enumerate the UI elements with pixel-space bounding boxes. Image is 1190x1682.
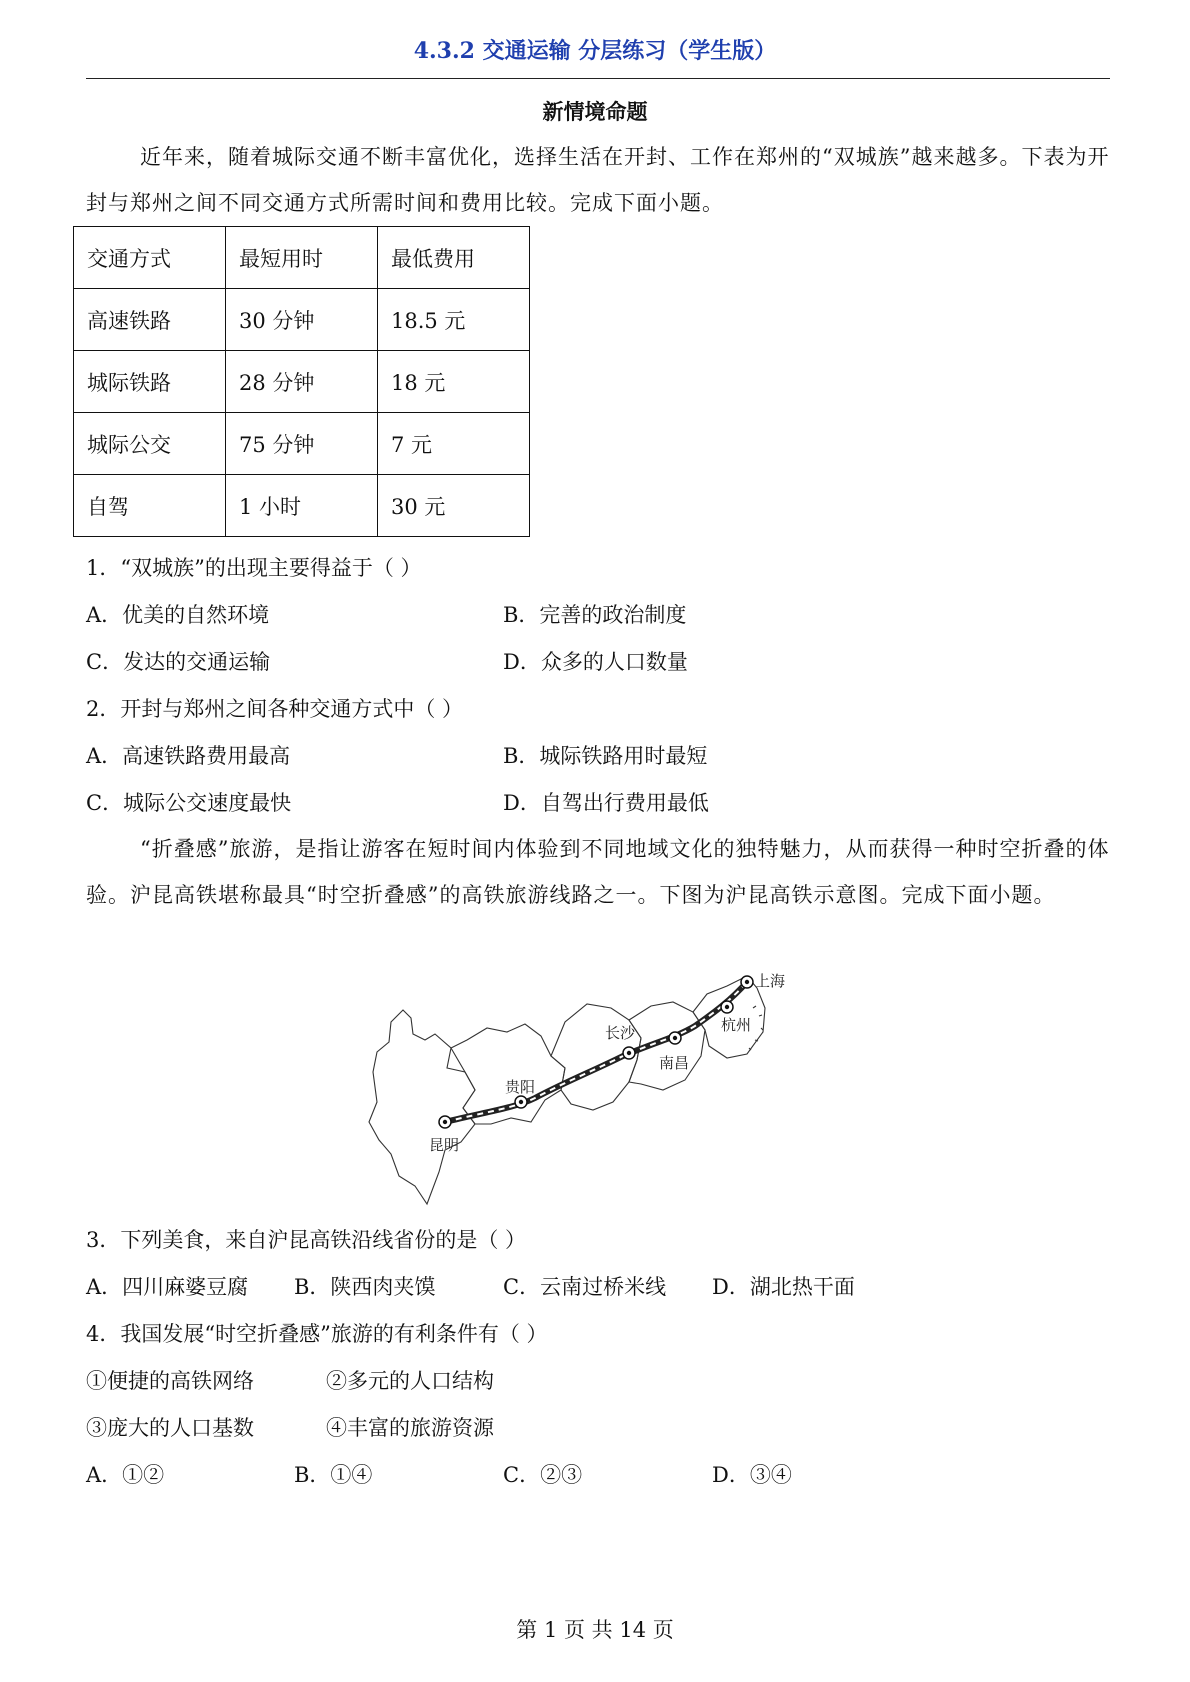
nanchang-marker bbox=[669, 1032, 681, 1044]
question-4-option-c: C．②③ bbox=[503, 1463, 583, 1487]
question-2-option-d: D．自驾出行费用最低 bbox=[503, 791, 709, 815]
transport-comparison-table bbox=[73, 226, 530, 537]
shanghai-marker bbox=[741, 976, 753, 988]
table-row bbox=[74, 413, 530, 475]
table-cell: 7 元 bbox=[378, 413, 530, 475]
table-cell: 高速铁路 bbox=[74, 289, 226, 351]
question-1-option-a: A．优美的自然环境 bbox=[86, 603, 270, 627]
city-label-shanghai: 上海 bbox=[755, 972, 786, 990]
table-cell: 28 分钟 bbox=[226, 351, 378, 413]
page-number: 第 1 页 共 14 页 bbox=[516, 1618, 674, 1642]
hangzhou-marker bbox=[721, 1001, 733, 1013]
table-cell: 城际铁路 bbox=[74, 351, 226, 413]
question-1-stem: 1．“双城族”的出现主要得益于（ ） bbox=[86, 556, 422, 580]
header-divider bbox=[86, 78, 1110, 79]
table-cell: 自驾 bbox=[74, 475, 226, 537]
question-3-option-b: B．陕西肉夹馍 bbox=[294, 1275, 436, 1299]
document-title: 4.3.2 交通运输 分层练习（学生版） bbox=[413, 38, 777, 64]
table-header-cell: 最短用时 bbox=[226, 227, 378, 289]
table-row bbox=[74, 289, 530, 351]
table-cell: 18 元 bbox=[378, 351, 530, 413]
question-4-statement-2: ②多元的人口结构 bbox=[326, 1369, 494, 1393]
table-cell: 30 分钟 bbox=[226, 289, 378, 351]
question-3-stem: 3．下列美食，来自沪昆高铁沿线省份的是（ ） bbox=[86, 1228, 527, 1252]
question-3-option-c: C．云南过桥米线 bbox=[503, 1275, 667, 1299]
question-2-stem: 2．开封与郑州之间各种交通方式中（ ） bbox=[86, 697, 464, 721]
city-label-changsha: 长沙 bbox=[605, 1024, 636, 1042]
question-2-option-b: B．城际铁路用时最短 bbox=[503, 744, 708, 768]
table-cell: 18.5 元 bbox=[378, 289, 530, 351]
question-2-option-c: C．城际公交速度最快 bbox=[86, 791, 292, 815]
passage-1-text: 近年来，随着城际交通不断丰富优化，选择生活在开封、工作在郑州的“双城族”越来越多。下表为开封与郑州之间不同交通方式所需时间和费用比较。完成下面小题。 bbox=[86, 145, 1110, 215]
question-1-option-b: B．完善的政治制度 bbox=[503, 603, 687, 627]
city-label-hangzhou: 杭州 bbox=[721, 1016, 752, 1034]
table-cell: 1 小时 bbox=[226, 475, 378, 537]
question-4-option-b: B．①④ bbox=[294, 1463, 373, 1487]
coast-islands bbox=[749, 1006, 763, 1050]
city-markers bbox=[439, 976, 753, 1128]
question-4-stem: 4．我国发展“时空折叠感”旅游的有利条件有（ ） bbox=[86, 1322, 548, 1346]
question-3-option-d: D．湖北热干面 bbox=[712, 1275, 855, 1299]
shanghai-kunming-railway-map bbox=[355, 972, 835, 1212]
passage-2-text: “折叠感”旅游，是指让游客在短时间内体验到不同地域文化的独特魅力，从而获得一种时空折叠的体验。沪昆高铁堪称最具“时空折叠感”的高铁旅游线路之一。下图为沪昆高铁示意图。完成下面小题。 bbox=[86, 837, 1110, 907]
question-3-option-a: A．四川麻婆豆腐 bbox=[86, 1275, 249, 1299]
table-cell: 城际公交 bbox=[74, 413, 226, 475]
question-2-option-a: A．高速铁路费用最高 bbox=[86, 744, 291, 768]
city-label-nanchang: 南昌 bbox=[659, 1054, 690, 1072]
question-4-statement-1: ①便捷的高铁网络 bbox=[86, 1369, 254, 1393]
yunnan-outline bbox=[369, 1010, 475, 1204]
city-label-guiyang: 贵阳 bbox=[505, 1078, 536, 1096]
section-title: 新情境命题 bbox=[542, 99, 648, 124]
table-row bbox=[74, 475, 530, 537]
table-header-cell: 最低费用 bbox=[378, 227, 530, 289]
table-cell: 75 分钟 bbox=[226, 413, 378, 475]
question-4-statement-3: ③庞大的人口基数 bbox=[86, 1416, 254, 1440]
kunming-marker bbox=[439, 1116, 451, 1128]
city-label-kunming: 昆明 bbox=[429, 1136, 460, 1154]
changsha-marker bbox=[623, 1047, 635, 1059]
table-cell: 30 元 bbox=[378, 475, 530, 537]
question-4-statement-4: ④丰富的旅游资源 bbox=[326, 1416, 494, 1440]
question-4-option-a: A．①② bbox=[86, 1463, 165, 1487]
table-header-row bbox=[74, 227, 530, 289]
question-1-option-d: D．众多的人口数量 bbox=[503, 650, 688, 674]
table-header-cell: 交通方式 bbox=[74, 227, 226, 289]
guiyang-marker bbox=[515, 1096, 527, 1108]
question-4-option-d: D．③④ bbox=[712, 1463, 792, 1487]
passage-1 bbox=[86, 134, 1110, 226]
passage-2 bbox=[86, 826, 1110, 918]
question-1-option-c: C．发达的交通运输 bbox=[86, 650, 271, 674]
province-outlines bbox=[369, 976, 765, 1204]
table-row bbox=[74, 351, 530, 413]
